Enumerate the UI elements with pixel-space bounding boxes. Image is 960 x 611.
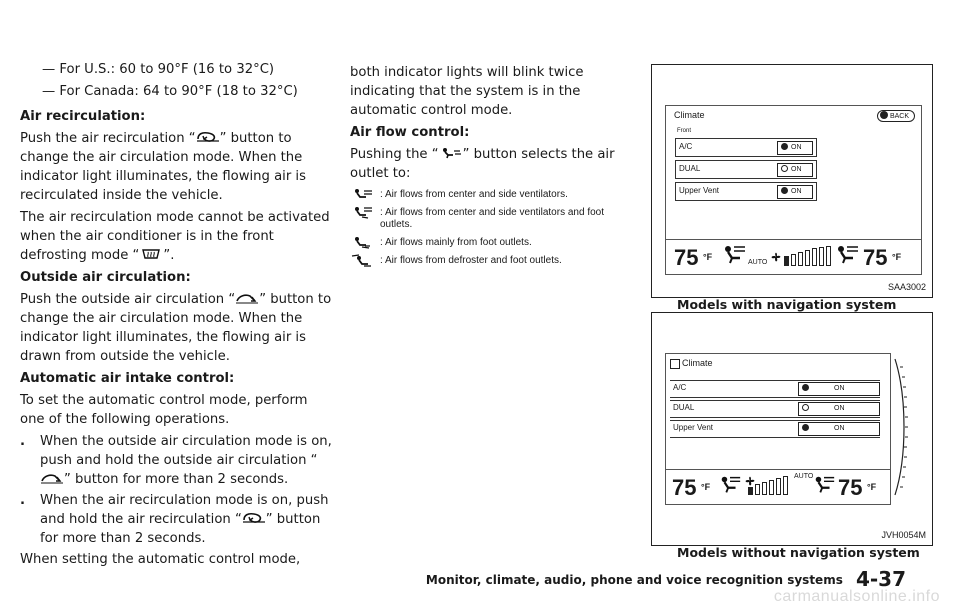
status-bar xyxy=(666,469,890,504)
legend-item: : Air flows mainly from foot outlets. xyxy=(350,237,632,249)
temp-range-canada: — For Canada: 64 to 90°F (18 to 32°C) xyxy=(42,84,298,99)
figure-caption: Models without navigation system xyxy=(677,545,920,560)
figure-navigation-climate xyxy=(651,64,933,298)
fan-icon xyxy=(770,251,782,263)
front-label: Front xyxy=(677,128,692,134)
fan-speed-bars xyxy=(748,476,788,495)
outside-air-paragraph: Push the outside air circulation “ ” button to change the air circulation mode. When the indicator light illuminates, the flowing air is drawn from outside the vehicle. xyxy=(20,292,332,364)
watermark: carmanualsonline.info xyxy=(773,588,940,605)
figure-caption: Models with navigation system xyxy=(677,297,897,312)
legend-item: : Air flows from center and side ventilators. xyxy=(350,189,632,201)
vent-foot-icon xyxy=(350,236,374,249)
air-flow-mode-icon xyxy=(721,245,747,265)
vent-bilevel-icon xyxy=(350,206,374,219)
auto-intake-paragraph: To set the automatic control mode, perform one of the following operations. xyxy=(20,393,308,427)
recirculation-note: The air recirculation mode cannot be activated when the air conditioner is in the front defrosting mode “ ”. xyxy=(20,210,330,263)
defrost-icon xyxy=(139,248,163,260)
legend-item: : Air flows from defroster and foot outlets. xyxy=(350,255,632,267)
temp-right: 75 xyxy=(838,475,863,500)
vent-defrost-foot-icon xyxy=(350,254,374,267)
bullet-item: . When the air recirculation mode is on, push and hold the air recirculation “ ” button for more than 2 seconds. xyxy=(20,493,329,546)
back-button[interactable]: BACK xyxy=(877,110,915,122)
section-title: Monitor, climate, audio, phone and voice recognition systems xyxy=(425,573,843,587)
on-indicator: ON xyxy=(798,382,880,396)
option-dual[interactable]: DUAL ON xyxy=(675,160,817,179)
on-indicator: ON xyxy=(777,141,813,155)
temp-left: 75 xyxy=(672,475,697,500)
auto-intake-heading: Automatic air intake control: xyxy=(20,371,235,386)
air-flow-mode-icon xyxy=(718,475,742,495)
on-indicator: ON xyxy=(798,422,880,436)
fan-speed-bars xyxy=(784,246,831,266)
climate-screen-icon xyxy=(670,359,680,369)
temp-range-us: — For U.S.: 60 to 90°F (16 to 32°C) xyxy=(42,62,275,77)
figure-non-navigation-climate xyxy=(651,312,933,546)
auto-label: AUTO xyxy=(748,259,768,266)
temp-unit: °F xyxy=(892,252,902,262)
option-ac[interactable]: A/C ON xyxy=(675,138,817,157)
climate-screen xyxy=(665,105,922,275)
legend-item: : Air flows from center and side ventilators and foot outlets. xyxy=(350,207,632,231)
recirculation-icon xyxy=(196,131,220,143)
climate-screen xyxy=(665,353,891,505)
bullet-item: . When the outside air circulation mode is on, push and hold the outside air circulation “ ” button for more than 2 seconds. xyxy=(20,434,332,487)
temp-unit: °F xyxy=(867,482,877,492)
back-arrow-icon xyxy=(880,111,888,119)
outside-air-heading: Outside air circulation: xyxy=(20,270,191,285)
air-flow-mode-icon xyxy=(834,245,860,265)
middle-text-column xyxy=(350,63,632,273)
auto-mode-sentence: When setting the automatic control mode, xyxy=(20,552,301,567)
air-flow-legend xyxy=(350,189,632,267)
outside-air-icon xyxy=(40,472,64,484)
mode-icon xyxy=(439,147,463,159)
option-ac[interactable]: A/C ON xyxy=(670,380,880,398)
air-flow-heading: Air flow control: xyxy=(350,125,470,140)
auto-mode-continuation: both indicator lights will blink twice indicating that the system is in the automatic control mode. xyxy=(350,65,584,118)
temp-left: 75 xyxy=(674,245,699,270)
air-flow-mode-icon xyxy=(812,475,836,495)
auto-label: AUTO xyxy=(794,473,814,480)
left-text-column xyxy=(20,60,332,572)
option-dual[interactable]: DUAL ON xyxy=(670,400,880,418)
temp-unit: °F xyxy=(701,482,711,492)
recirculation-paragraph: Push the air recirculation “ ” button to change the air circulation mode. When the indicator light illuminates, the flowing air is recirculated inside the vehicle. xyxy=(20,131,306,203)
figure-code: SAA3002 xyxy=(887,282,926,292)
outside-air-icon xyxy=(235,292,259,304)
temp-right: 75 xyxy=(863,245,888,270)
screen-title: Climate xyxy=(682,358,713,368)
screen-title: Climate xyxy=(674,110,705,120)
page-number: 4-37 xyxy=(855,567,906,591)
option-upper-vent[interactable]: Upper Vent ON xyxy=(675,182,817,201)
control-dial-graphic xyxy=(893,357,911,497)
option-upper-vent[interactable]: Upper Vent ON xyxy=(670,420,880,438)
status-bar xyxy=(666,239,921,274)
figure-code: JVH0054M xyxy=(881,530,926,540)
on-indicator: ON xyxy=(777,163,813,177)
recirculation-heading: Air recirculation: xyxy=(20,109,146,124)
air-flow-paragraph: Pushing the “ ” button selects the air outlet to: xyxy=(350,147,615,181)
vent-face-icon xyxy=(350,188,374,201)
recirculation-icon xyxy=(242,512,266,524)
temp-unit: °F xyxy=(703,252,713,262)
on-indicator: ON xyxy=(798,402,880,416)
on-indicator: ON xyxy=(777,185,813,199)
